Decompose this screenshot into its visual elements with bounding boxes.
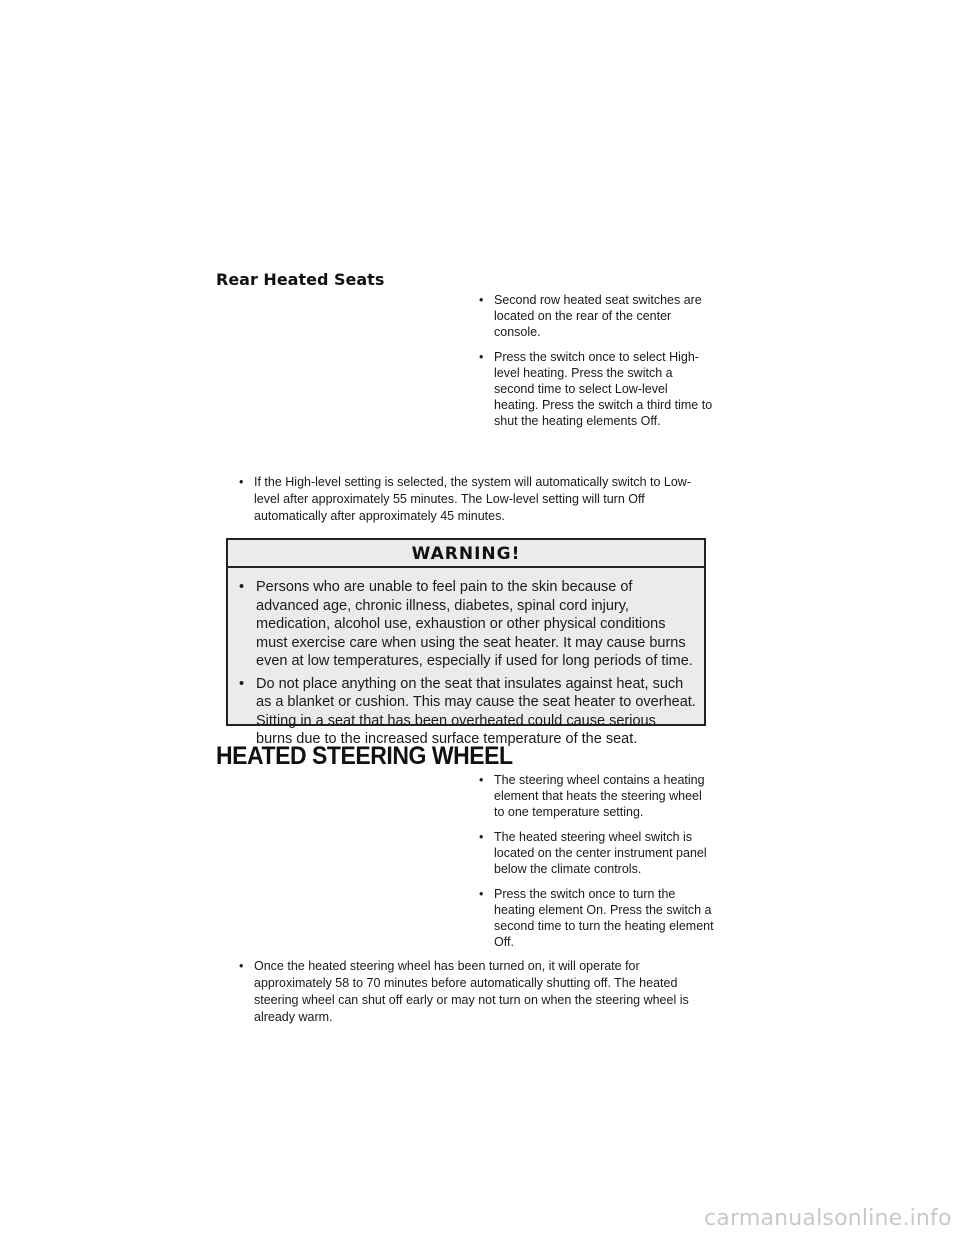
- watermark: carmanualsonline.info: [704, 1206, 952, 1231]
- rear-seats-wide-list: [238, 474, 716, 534]
- steering-wheel-wide-list: [238, 958, 716, 1035]
- heated-steering-wheel-title: HEATED STEERING WHEEL: [216, 742, 513, 770]
- warning-box: [226, 538, 706, 747]
- warning-list: [238, 578, 696, 749]
- list-item: • The heated steering wheel switch is located on the center instrument panel below the climate controls.: [478, 829, 714, 877]
- list-item: • Once the heated steering wheel has been turned on, it will operate for approximately 58 to 70 minutes before automatically shutting off. The heated steering wheel can shut off early or may not turn on when the steering wheel is already warm.: [238, 958, 716, 1026]
- list-item: • If the High-level setting is selected, the system will automatically switch to Low-level after approximately 55 minutes. The Low-level setting will turn Off automatically after approximately 45 minutes.: [238, 474, 716, 525]
- list-item: • Press the switch once to turn the heating element On. Press the switch a second time to turn the heating element Off.: [478, 886, 714, 950]
- list-item: • Persons who are unable to feel pain to the skin because of advanced age, chronic illness, diabetes, spinal cord injury, medication, alcohol use, exhaustion or other physical conditions must exercise care when using the seat heater. It may cause burns even at low temperatures, especially if used for long periods of time.: [238, 578, 696, 671]
- rear-seats-side-list: [478, 292, 714, 438]
- steering-wheel-side-list: [478, 772, 714, 959]
- list-item: • Press the switch once to select High-level heating. Press the switch a second time to select Low-level heating. Press the switch a third time to shut the heating elements Off.: [478, 349, 714, 429]
- rear-heated-seats-title: Rear Heated Seats: [216, 270, 385, 289]
- list-item: • The steering wheel contains a heating element that heats the steering wheel to one temperature setting.: [478, 772, 714, 820]
- warning-heading: WARNING!: [228, 540, 704, 568]
- list-item: • Do not place anything on the seat that insulates against heat, such as a blanket or cushion. This may cause the seat heater to overheat. Sitting in a seat that has been overheated could cause serious burns due to the increased surface temperature of the seat.: [238, 675, 696, 749]
- list-item: • Second row heated seat switches are located on the rear of the center console.: [478, 292, 714, 340]
